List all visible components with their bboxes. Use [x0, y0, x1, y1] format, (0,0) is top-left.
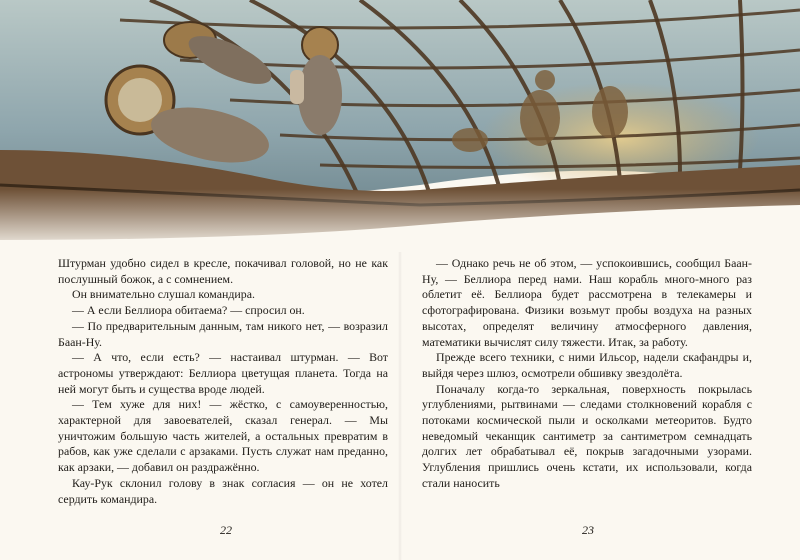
illustration-spaceship-dome	[0, 0, 800, 252]
paragraph: Прежде всего техники, с ними Ильсор, надели скафандры и, выйдя через шлюз, осмотрели обшивку звездолёта.	[422, 350, 752, 380]
paragraph: — А что, если есть? — настаивал штурман. — Вот астрономы утверждают: Беллиора цветущая планета. Тогда на ней могут быть и существа вроде людей.	[58, 350, 388, 396]
paragraph: Поначалу когда-то зеркальная, поверхность покрылась углублениями, рытвинами — следами столкновений корабля с потоками космической пыли и осколками метеоритов. Будто неведомый чеканщик сантиметр за сантиметром семнадцать долгих лет обрабатывал её, покрыв загадочными узорами. Углубления пришлись очень кстати, их использовали, когда стали наносить	[422, 381, 752, 490]
gutter-shadow	[398, 252, 402, 560]
paragraph: Кау-Рук склонил голову в знак согласия — он не хотел сердить командира.	[58, 475, 388, 506]
page-number-right: 23	[582, 523, 594, 537]
paragraph: — По предварительным данным, там никого нет, — возразил Баан-Ну.	[58, 318, 388, 349]
paragraph: — Однако речь не об этом, — успокоившись, сообщил Баан-Ну, — Беллиора перед нами. Наш корабль много-много раз облетит её. Беллиора будет рассмотрена в телекамеры и сфотографирована. Физики возьмут пробы воздуха на разных высотах, определят величину атмосферного давления, математики вычислят силу тяжести. Итак, за работу.	[422, 256, 752, 349]
paragraph: — А если Беллиора обитаема? — спросил он.	[72, 303, 305, 318]
left-page-text	[58, 256, 388, 507]
paragraph: — Тем хуже для них! — жёстко, с самоуверенностью, характерной для завоевателей, сказал генерал. — Мы уничтожим большую часть жителей, а остальных превратим в рабов, как уже сделали с арзаками. Пусть служат нам преданно, как арзаки, — добавил он раздражённо.	[58, 397, 388, 475]
paragraph: Он внимательно слушал командира.	[72, 287, 255, 302]
paragraph: Штурман удобно сидел в кресле, покачивал головой, но не как послушный божок, а с сомнением.	[58, 256, 388, 286]
page-number-left: 22	[220, 523, 232, 537]
right-page-text	[422, 256, 752, 492]
